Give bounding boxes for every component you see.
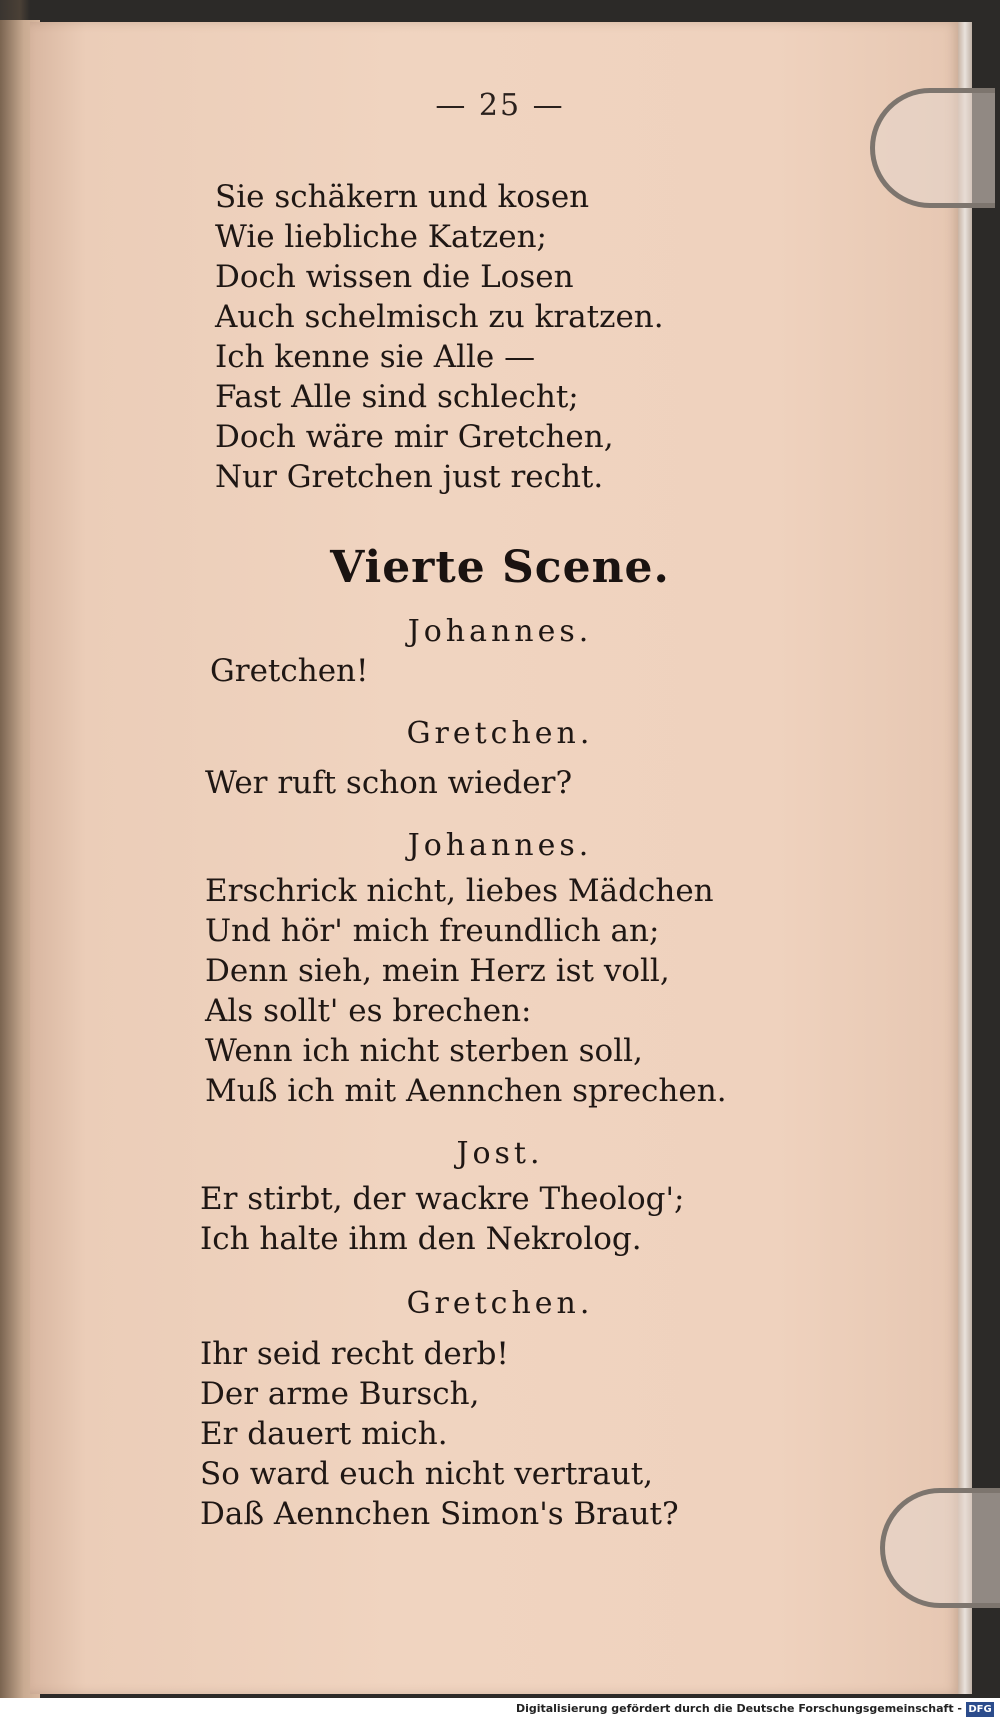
speaker-name: Johannes. xyxy=(407,828,593,863)
dialogue-line: Erschrick nicht, liebes Mädchen xyxy=(205,873,714,909)
dialogue-line: Er stirbt, der wackre Theolog'; xyxy=(200,1181,685,1217)
dialogue-line: Gretchen! xyxy=(210,653,369,689)
speaker-name: Gretchen. xyxy=(406,716,594,751)
verse-line: Auch schelmisch zu kratzen. xyxy=(215,299,664,335)
verse-line: Sie schäkern und kosen xyxy=(215,179,590,215)
dialogue-line: Daß Aennchen Simon's Braut? xyxy=(200,1496,679,1532)
footer-credit: Digitalisierung gefördert durch die Deutsche Forschungsgemeinschaft - xyxy=(515,1702,962,1715)
dialogue-line: Muß ich mit Aennchen sprechen. xyxy=(205,1073,727,1109)
speaker-name: Jost. xyxy=(456,1136,544,1171)
verse-line: Doch wäre mir Gretchen, xyxy=(215,419,614,455)
verse-line: Fast Alle sind schlecht; xyxy=(215,379,579,415)
dfg-logo: DFG xyxy=(966,1702,994,1717)
page-number: — 25 — xyxy=(435,88,565,123)
dialogue-line: Er dauert mich. xyxy=(200,1416,448,1452)
speaker-name: Johannes. xyxy=(407,614,593,649)
verse-line: Doch wissen die Losen xyxy=(215,259,574,295)
verse-line: Nur Gretchen just recht. xyxy=(215,459,604,495)
dialogue-line: Als sollt' es brechen: xyxy=(205,993,532,1029)
dialogue-line: So ward euch nicht vertraut, xyxy=(200,1456,654,1492)
dialogue-line: Und hör' mich freundlich an; xyxy=(205,913,660,949)
dialogue-line: Ihr seid recht derb! xyxy=(200,1336,509,1372)
dialogue-line: Ich halte ihm den Nekrolog. xyxy=(200,1221,642,1257)
scene-title: Vierte Scene. xyxy=(330,542,670,593)
dialogue-line: Wer ruft schon wieder? xyxy=(205,765,573,801)
speaker-name: Gretchen. xyxy=(406,1286,594,1321)
dialogue-line: Der arme Bursch, xyxy=(200,1376,480,1412)
digitization-footer xyxy=(0,1698,1000,1723)
verse-line: Wie liebliche Katzen; xyxy=(215,219,547,255)
dialogue-line: Denn sieh, mein Herz ist voll, xyxy=(205,953,670,989)
dialogue-line: Wenn ich nicht sterben soll, xyxy=(205,1033,643,1069)
verse-line: Ich kenne sie Alle — xyxy=(215,339,536,375)
